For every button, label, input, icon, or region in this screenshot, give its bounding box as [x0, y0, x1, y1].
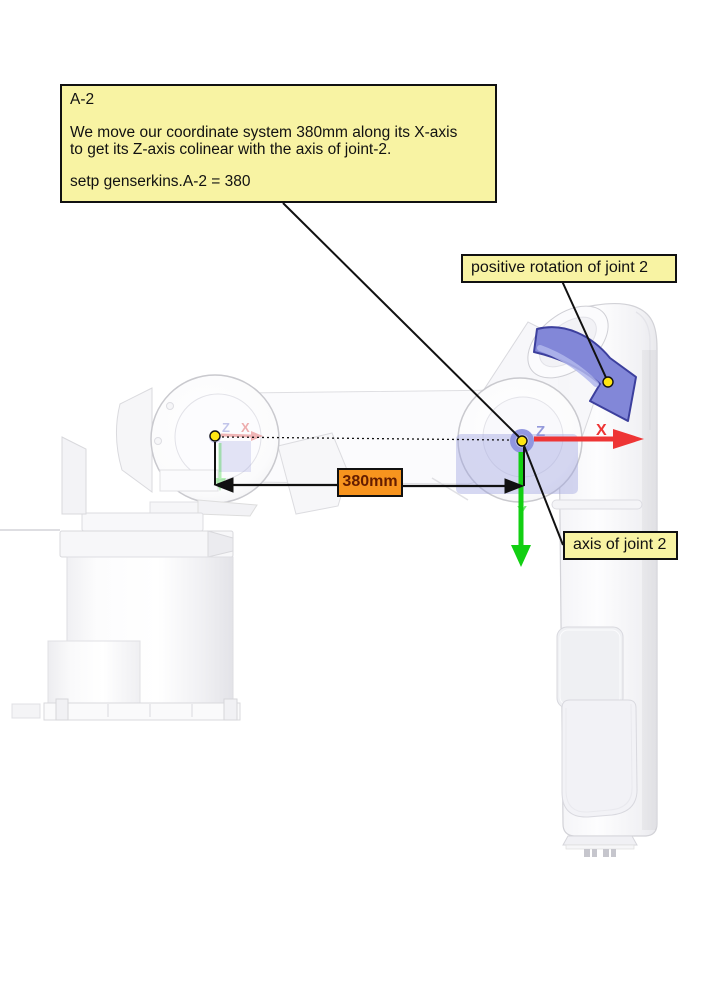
base-front-cylinder	[48, 641, 140, 704]
callout-a2	[60, 84, 497, 203]
x-axis-label: X	[596, 422, 607, 439]
forearm-foot-bolts	[584, 849, 616, 857]
callout-a2-line1: We move our coordinate system 380mm along its X-axis	[70, 124, 458, 141]
y-axis-label: Y	[517, 503, 528, 520]
label-axis-of-joint2: axis of joint 2	[563, 531, 678, 560]
label-dimension-380mm: 380mm	[337, 468, 403, 497]
forearm-foot-plate	[566, 845, 634, 849]
joint1-faded-patch	[219, 441, 251, 472]
callout-a2-command: setp genserkins.A-2 = 380	[70, 173, 251, 190]
base-neck-bracket	[198, 500, 257, 516]
forearm-mid-pocket	[557, 627, 623, 708]
base-plate-left-piece	[12, 704, 40, 718]
faded-x-label: X	[241, 420, 250, 435]
label-positive-rotation: positive rotation of joint 2	[461, 254, 677, 283]
forearm-lower-pocket	[562, 700, 637, 817]
shoulder-bracket-bar	[160, 470, 218, 491]
shoulder-motor-cone	[116, 388, 152, 492]
marker-dot-origin	[517, 436, 527, 446]
marker-dot-rotation	[603, 377, 613, 387]
base-top-flange	[82, 513, 203, 531]
callout-a2-title: A-2	[70, 91, 95, 108]
base-collar	[60, 531, 233, 557]
forearm-foot-flange	[563, 836, 637, 845]
robot-arm	[0, 292, 657, 857]
base-plate	[44, 703, 240, 720]
forearm-seam	[552, 500, 642, 509]
marker-dot-joint1	[210, 431, 220, 441]
y-axis-arrowhead	[511, 545, 531, 567]
forearm-right-shading	[642, 350, 656, 830]
z-axis-label: Z	[536, 423, 546, 440]
faded-z-label: Z	[222, 420, 230, 435]
left-upright-plate	[62, 437, 86, 514]
callout-a2-line2: to get its Z-axis colinear with the axis of joint-2.	[70, 141, 392, 158]
